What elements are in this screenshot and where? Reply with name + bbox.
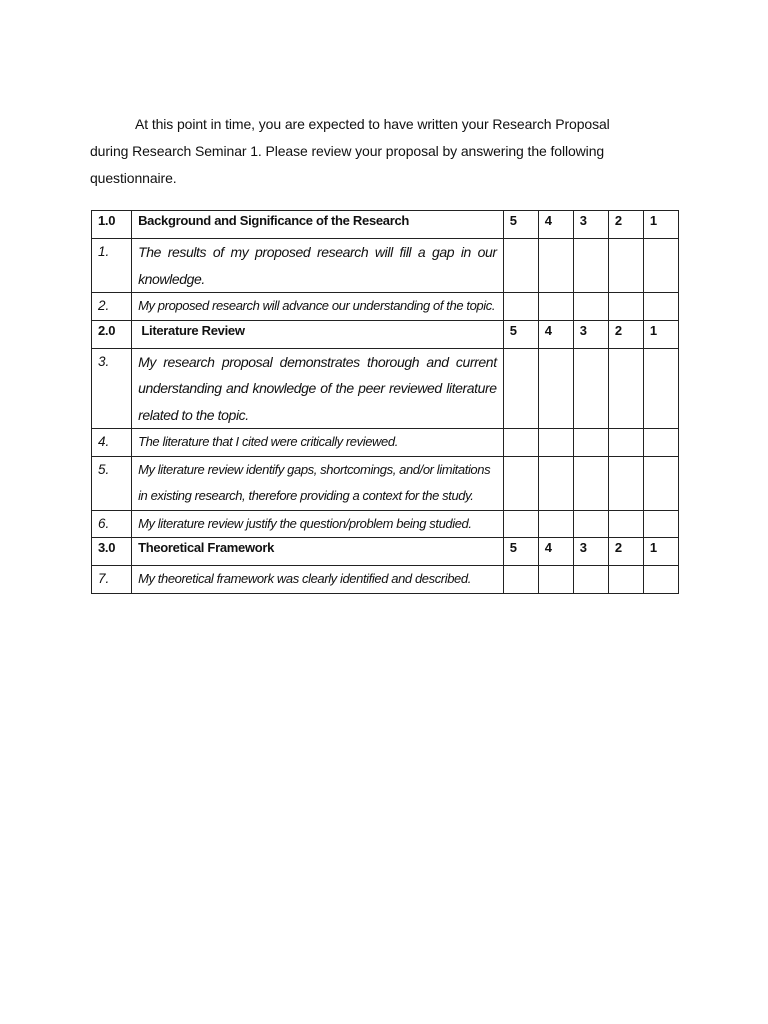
question-number: 4. [92,429,132,457]
question-text: My proposed research will advance our understanding of the topic. [132,293,504,321]
rating-cell-3[interactable] [573,348,608,429]
rating-cell-5[interactable] [503,429,538,457]
question-row [92,510,679,538]
question-row [92,566,679,594]
intro-text: At this point in time, you are expected to have written your Research Proposal during Research Seminar 1. Please review your proposal by answering the following questionnaire. [90,116,610,186]
rating-cell-4[interactable] [538,429,573,457]
rating-cell-2[interactable] [608,348,643,429]
rating-cell-1[interactable] [643,348,678,429]
scale-label-1: 1 [643,538,678,566]
rating-cell-4[interactable] [538,348,573,429]
rating-cell-4[interactable] [538,293,573,321]
rating-cell-1[interactable] [643,293,678,321]
question-text: My research proposal demonstrates thorough and current understanding and knowledge of the peer reviewed literature related to the topic. [132,348,504,429]
question-row [92,456,679,510]
rating-cell-5[interactable] [503,293,538,321]
scale-label-4: 4 [538,320,573,348]
question-text: My literature review justify the question/problem being studied. [132,510,504,538]
scale-label-5: 5 [503,211,538,239]
rating-cell-1[interactable] [643,429,678,457]
question-row [92,239,679,293]
questionnaire-table [91,210,679,594]
question-number: 3. [92,348,132,429]
intro-paragraph [90,111,650,192]
rating-cell-4[interactable] [538,239,573,293]
question-row [92,293,679,321]
question-number: 2. [92,293,132,321]
section-title: Literature Review [132,320,504,348]
rating-cell-1[interactable] [643,239,678,293]
rating-cell-3[interactable] [573,510,608,538]
scale-label-3: 3 [573,211,608,239]
question-row [92,429,679,457]
rating-cell-3[interactable] [573,239,608,293]
rating-cell-2[interactable] [608,239,643,293]
rating-cell-3[interactable] [573,456,608,510]
scale-label-4: 4 [538,211,573,239]
rating-cell-5[interactable] [503,510,538,538]
rating-cell-3[interactable] [573,566,608,594]
section-title: Background and Significance of the Research [132,211,504,239]
scale-label-2: 2 [608,320,643,348]
rating-cell-1[interactable] [643,456,678,510]
rating-cell-4[interactable] [538,456,573,510]
rating-cell-1[interactable] [643,566,678,594]
scale-label-1: 1 [643,211,678,239]
rating-cell-1[interactable] [643,510,678,538]
question-text: My literature review identify gaps, shortcomings, and/or limitations in existing research, therefore providing a context for the study. [132,456,504,510]
scale-label-3: 3 [573,320,608,348]
rating-cell-4[interactable] [538,510,573,538]
rating-cell-3[interactable] [573,293,608,321]
section-header-row [92,211,679,239]
question-text: The results of my proposed research will fill a gap in our knowledge. [132,239,504,293]
scale-label-2: 2 [608,538,643,566]
rating-cell-2[interactable] [608,429,643,457]
rating-cell-3[interactable] [573,429,608,457]
scale-label-5: 5 [503,538,538,566]
question-text: My theoretical framework was clearly identified and described. [132,566,504,594]
scale-label-1: 1 [643,320,678,348]
rating-cell-5[interactable] [503,456,538,510]
section-number: 2.0 [92,320,132,348]
rating-cell-2[interactable] [608,510,643,538]
section-number: 3.0 [92,538,132,566]
scale-label-2: 2 [608,211,643,239]
rating-cell-5[interactable] [503,239,538,293]
question-number: 1. [92,239,132,293]
question-number: 5. [92,456,132,510]
rating-cell-2[interactable] [608,566,643,594]
section-header-row [92,538,679,566]
section-header-row [92,320,679,348]
question-row [92,348,679,429]
rating-cell-2[interactable] [608,456,643,510]
scale-label-3: 3 [573,538,608,566]
rating-cell-4[interactable] [538,566,573,594]
rating-cell-2[interactable] [608,293,643,321]
scale-label-4: 4 [538,538,573,566]
question-text: The literature that I cited were critically reviewed. [132,429,504,457]
rating-cell-5[interactable] [503,566,538,594]
question-number: 7. [92,566,132,594]
question-number: 6. [92,510,132,538]
section-number: 1.0 [92,211,132,239]
scale-label-5: 5 [503,320,538,348]
section-title: Theoretical Framework [132,538,504,566]
questionnaire-body [92,211,679,594]
rating-cell-5[interactable] [503,348,538,429]
